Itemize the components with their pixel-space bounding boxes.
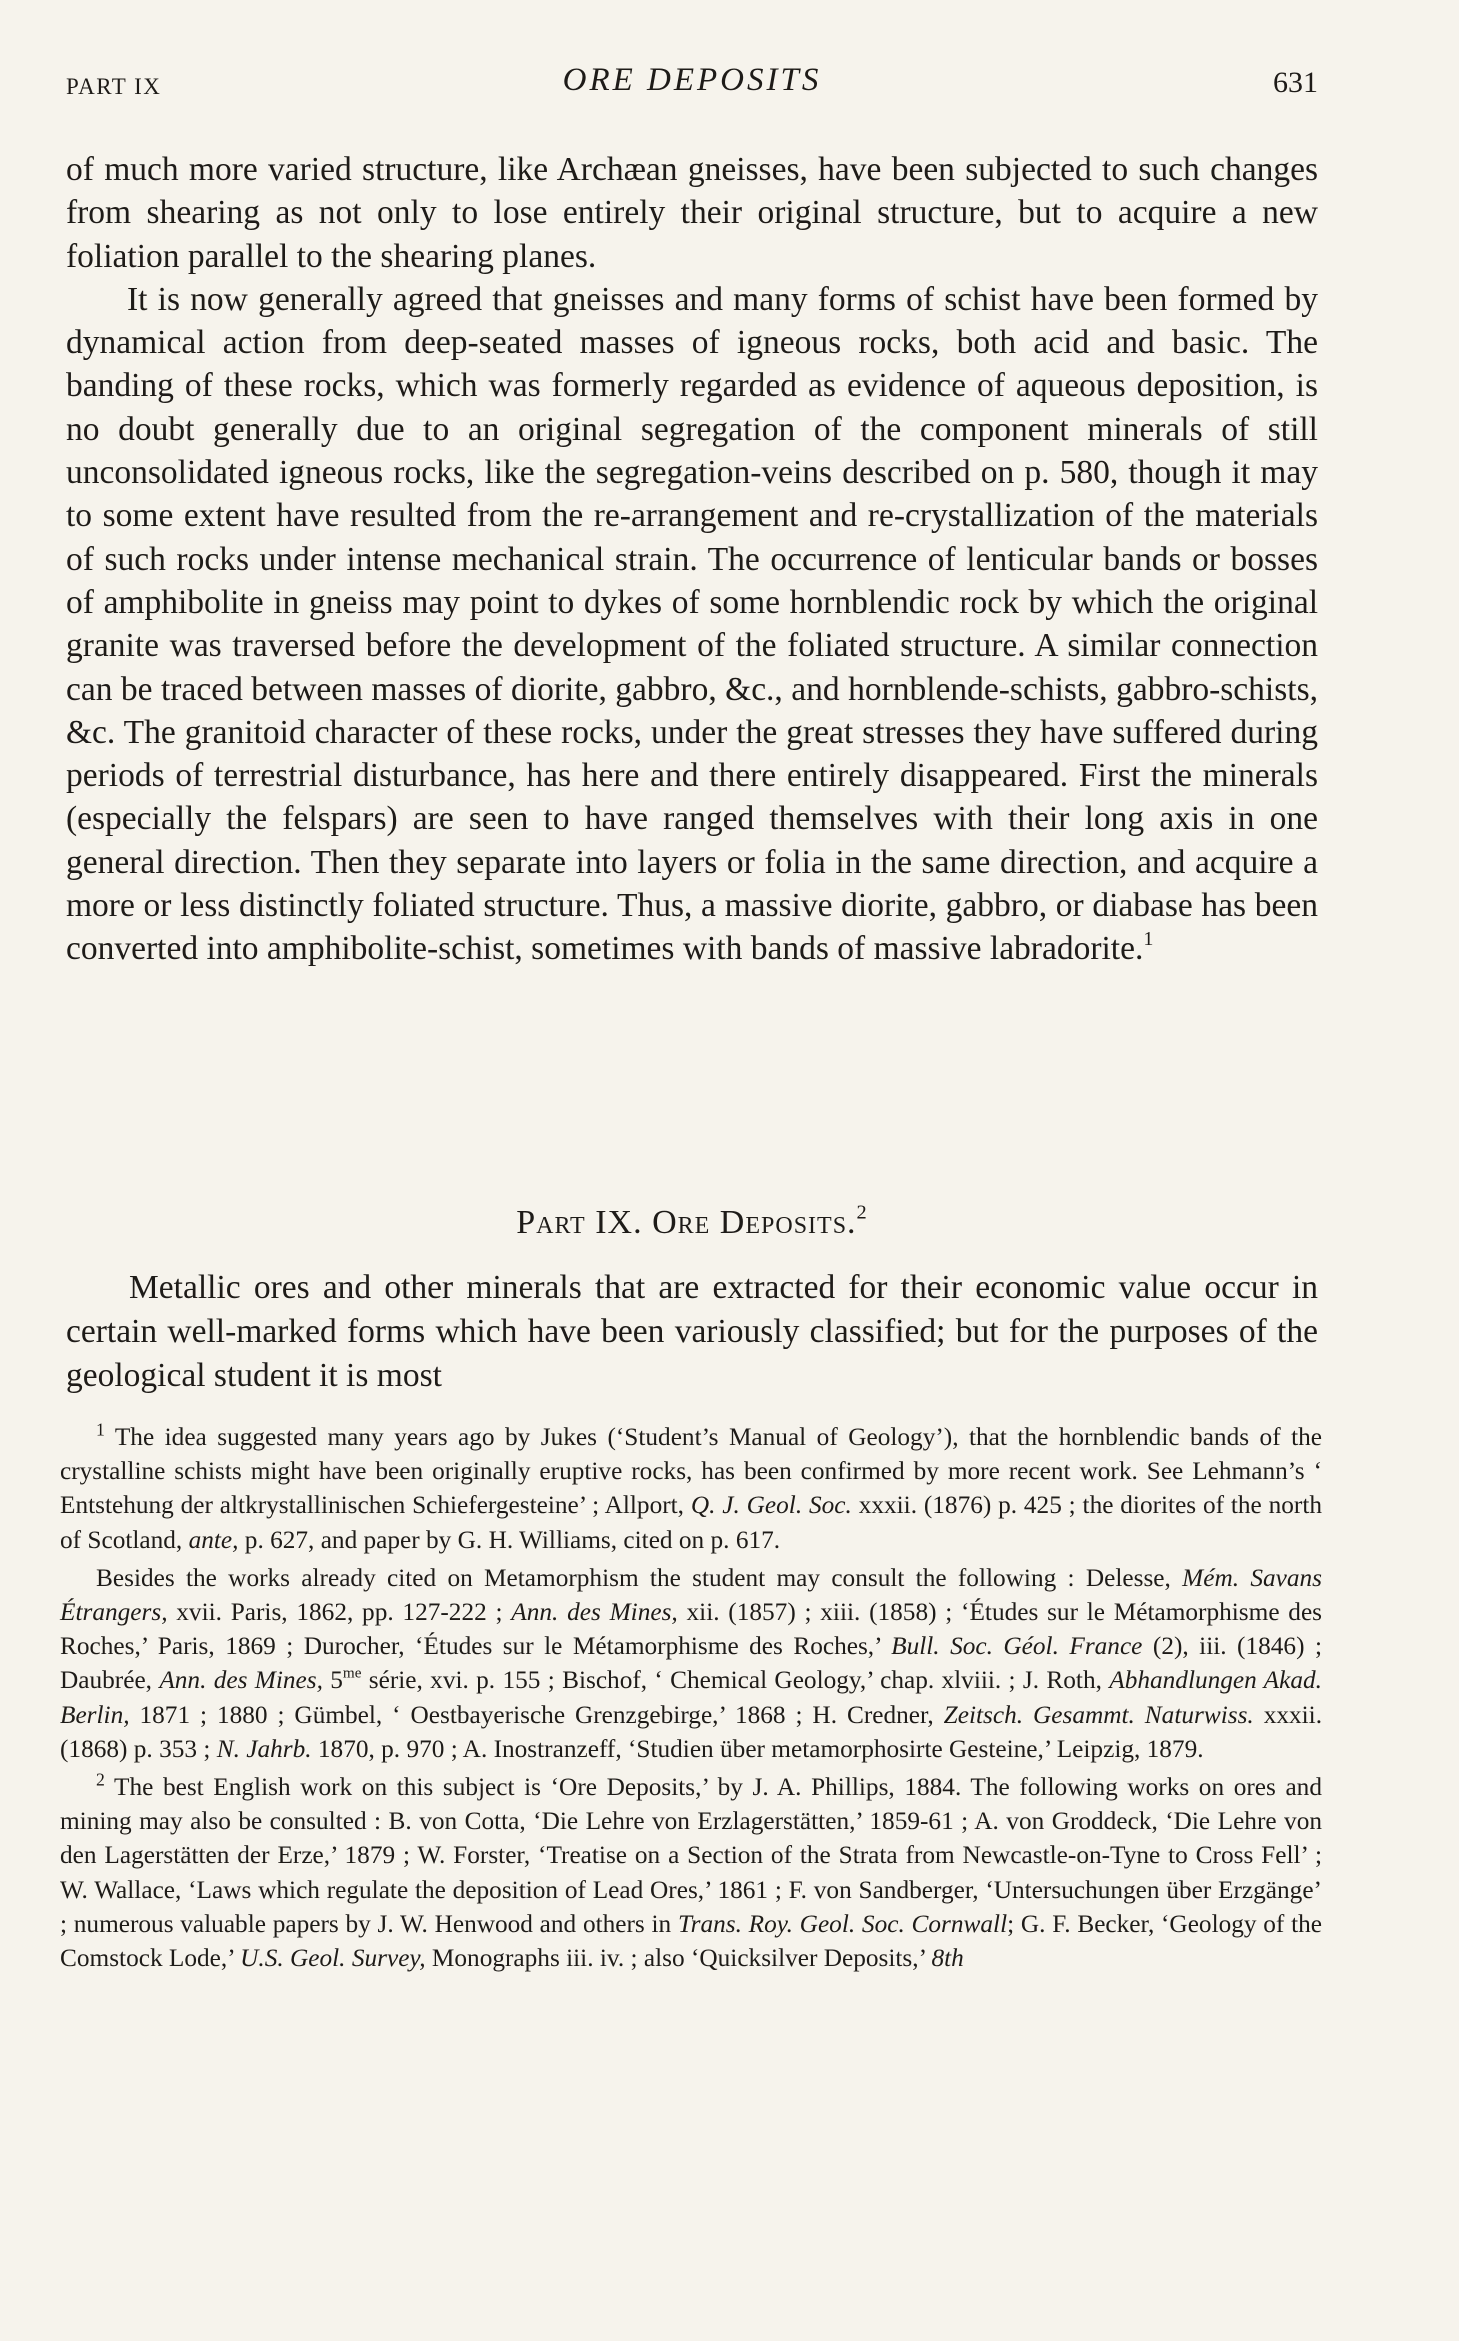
paragraph-2 [66,278,1318,971]
footnote-1-text-a: The idea suggested many years ago by Jukes (‘Student’s Manual of Geology’), that the hornblendic bands of the crystalline schists might have been originally eruptive rocks, has been confirmed by more recent work. See Lehmann’s ‘ Entstehung der altkrystallinischen Schiefergesteine’ ; Allport, [60,1423,1322,1520]
fn1b-text-d: (2), iii. (1846) ; Daubrée, [60,1632,1322,1695]
running-header [66,62,1318,112]
page-number: 631 [1273,66,1318,99]
fn1b-sup-me: me [342,1664,362,1682]
footnote-1-italic-a: Q. J. Geol. Soc. [690,1491,852,1520]
fn1b-text-h: 1870, p. 970 ; A. Inostranzeff, ‘Studien über metamorphosirte Gesteine,’ Leipzig, 1879. [317,1734,1204,1763]
footnote-1-italic-b: ante, [188,1525,239,1554]
fn1b-text-b: xvii. Paris, 1862, pp. 127-222 ; [176,1598,503,1627]
footnote-1 [60,1420,1322,1557]
footnote-2-text-c: Monographs iii. iv. ; also ‘Quicksilver Deposits,’ [431,1944,926,1973]
fn1b-text-f: 1871 ; 1880 ; Gümbel, ‘ Oestbayerische Grenzgebirge,’ 1868 ; H. Credner, [139,1700,934,1729]
footnote-1-text-b: xxxii. (1876) p. 425 ; the diorites of the north of Scotland, [60,1491,1323,1554]
footnote-2 [60,1770,1322,1975]
fn1b-italic-g: N. Jahrb. [216,1734,312,1763]
fn1b-italic-b: Ann. des Mines, [511,1598,678,1627]
footnote-2-italic-c: 8th [931,1944,964,1973]
fn1b-italic-f: Zeitsch. Gesammt. Naturwiss. [943,1700,1254,1729]
section-heading [66,1201,1318,1242]
footnote-2-italic-a: Trans. Roy. Geol. Soc. Cornwall [677,1909,1008,1938]
footnote-1-continued [60,1561,1322,1766]
footnote-ref-1: 1 [1143,928,1154,951]
part-label: PART IX [66,74,162,99]
fn1b-text-a: Besides the works already cited on Metamorphism the student may consult the following : Delesse, [96,1563,1171,1592]
footnotes [60,1420,1322,1979]
footnote-2-mark: 2 [96,1769,105,1790]
fn1b-text-e1: 5 [330,1666,343,1695]
fn1b-italic-e: Abhandlungen Akad. Berlin, [60,1666,1322,1729]
paragraph-2-text: It is now generally agreed that gneisses and many forms of schist have been formed by dynamical action from deep-seated masses of igneous rocks, both acid and basic. The banding of these rocks, which was formerly regarded as evidence of aqueous deposition, is no doubt generally due to an original segregation of the component minerals of still unconsolidated igneous rocks, like the segregation-veins described on p. 580, though it may to some extent have resulted from the re-arrangement and re-crystallization of the materials of such rocks under intense mechanical strain. The occurrence of lenticular bands or bosses of amphibolite in gneiss may point to dykes of some hornblendic rock by which the original granite was traversed before the development of the foliated structure. A similar connection can be traced between masses of diorite, gabbro, &c., and hornblende-schists, gabbro-schists, &c. The granitoid character of these rocks, under the great stresses they have suffered during periods of terrestrial disturbance, has here and there entirely disappeared. First the minerals (especially the felspars) are seen to have ranged themselves with their long axis in one general direction. Then they separate into layers or folia in the same direction, and acquire a more or less distinctly foliated structure. Thus, a massive diorite, gabbro, or diabase has been converted into amphibolite-schist, sometimes with bands of massive labradorite. [66,280,1318,968]
section-paragraph: Metallic ores and other minerals that are extracted for their economic value occur in certain well-marked forms which have been variously classified; but for the purposes of the geological student it is most [66,1269,1318,1394]
fn1b-italic-a: Mém. Savans Étrangers, [60,1563,1323,1627]
footnote-ref-2: 2 [856,1201,868,1224]
fn1b-italic-d: Ann. des Mines, [159,1666,323,1695]
footnote-2-text-a: The best English work on this subject is ‘Ore Deposits,’ by J. A. Phillips, 1884. The following works on ores and mining may also be consulted : B. von Cotta, ‘Die Lehre von Erzlagerstätten,’ 1859-61 ; A. von Groddeck, ‘Die Lehre von den Lagerstätten der Erze,’ 1879 ; W. Forster, ‘Treatise on a Section of the Strata from Newcastle-on-Tyne to Cross Fell’ ; W. Wallace, ‘Laws which regulate the deposition of Lead Ores,’ 1861 ; F. von Sandberger, ‘Untersuchungen über Erzgänge’ ; numerous valuable papers by J. W. Henwood and others in [60,1773,1322,1938]
fn1b-text-g: xxxii. (1868) p. 353 ; [60,1700,1323,1763]
fn1b-text-e2: série, xvi. p. 155 ; Bischof, ‘ Chemical Geology,’ chap. xlviii. ; J. Roth, [368,1666,1102,1695]
footnote-2-text-b: ; G. F. Becker, ‘Geology of the Comstock Lode,’ [60,1909,1323,1973]
running-title: ORE DEPOSITS [562,62,822,98]
footnote-1-text-c: p. 627, and paper by G. H. Williams, cited on p. 617. [244,1525,781,1554]
section-heading-text: Part IX. Ore Deposits. [516,1204,857,1241]
fn1b-italic-c: Bull. Soc. Géol. France [891,1632,1143,1661]
fn1b-text-c: xii. (1857) ; xiii. (1858) ; ‘Études sur le Métamorphisme des Roches,’ Paris, 1869 ; Durocher, ‘Études sur le Métamorphisme des Roches,’ [60,1598,1323,1661]
footnote-2-italic-b: U.S. Geol. Survey, [240,1944,426,1973]
main-text [66,148,1318,971]
paragraph-1: of much more varied structure, like Archæan gneisses, have been subjected to such changes from shearing as not only to lose entirely their original structure, but to acquire a new foliation parallel to the shearing planes. [66,151,1318,275]
footnote-1-mark: 1 [96,1419,105,1440]
section-intro [66,1266,1318,1398]
